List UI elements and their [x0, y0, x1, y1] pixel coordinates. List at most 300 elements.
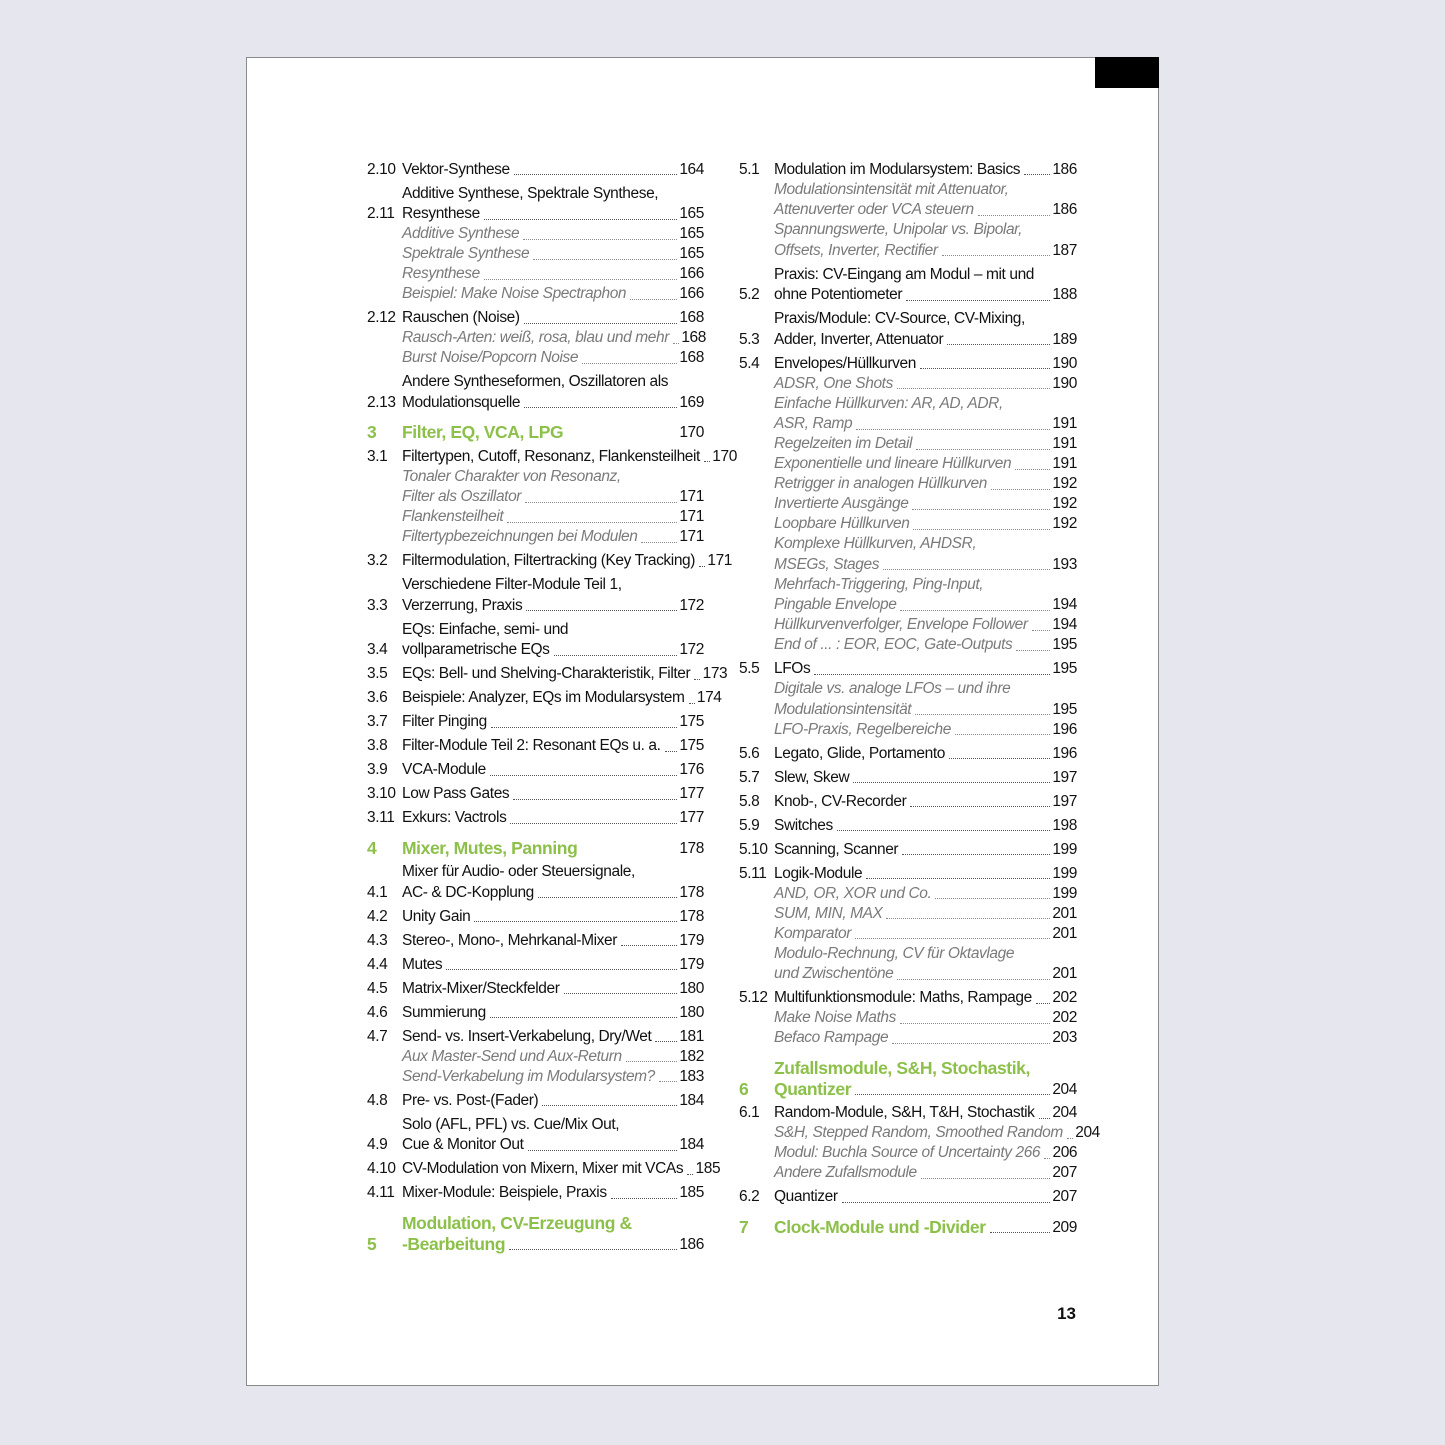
toc-title-text: Scanning, Scanner — [774, 840, 899, 858]
dot-leader — [528, 1150, 677, 1151]
toc-page-number: 203 — [1052, 1029, 1077, 1046]
toc-section-number: 5.8 — [739, 792, 760, 810]
dot-leader — [990, 1232, 1050, 1233]
dot-leader — [655, 1041, 677, 1042]
toc-page-number: 171 — [679, 488, 704, 505]
dot-leader — [814, 674, 1050, 675]
toc-subentry — [739, 494, 1077, 515]
toc-entry — [367, 931, 704, 952]
dot-leader — [1032, 630, 1050, 631]
dot-leader — [915, 714, 1050, 715]
dot-leader — [665, 751, 677, 752]
toc-page-number: 201 — [1052, 965, 1077, 982]
toc-section-number: 4.5 — [367, 979, 388, 997]
toc-title-text: Mixer-Module: Beispiele, Praxis — [402, 1184, 607, 1201]
toc-title-text: Knob-, CV-Recorder — [774, 792, 907, 810]
dot-leader — [621, 945, 677, 946]
toc-section-number: 4.2 — [367, 907, 388, 925]
toc-title-text: Filter-Module Teil 2: Resonant EQs u. a. — [402, 737, 661, 754]
toc-entry — [367, 160, 704, 181]
toc-title-text: EQs: Einfache, semi- und — [402, 620, 569, 638]
toc-subentry — [367, 467, 704, 508]
toc-page-number: 195 — [1052, 660, 1077, 677]
dot-leader — [1067, 1138, 1073, 1139]
toc-title-text: AC- & DC-Kopplung — [402, 883, 534, 901]
toc-section-number: 5.4 — [739, 354, 760, 372]
toc-title-text: Befaco Rampage — [774, 1029, 889, 1046]
toc-title-text: Beispiele: Analyzer, EQs im Modularsystem — [402, 689, 685, 706]
toc-section-number: 3.6 — [367, 689, 388, 706]
toc-title-text: Filtertypen, Cutoff, Resonanz, Flankensteilheit — [402, 447, 700, 465]
toc-title-text: Filtermodulation, Filtertracking (Key Tracking) — [402, 552, 696, 569]
toc-title-text: LFO-Praxis, Regelbereiche — [774, 720, 951, 738]
toc-entry — [739, 160, 1077, 181]
toc-section-number: 6 — [739, 1078, 749, 1099]
toc-section-number: 5.12 — [739, 989, 768, 1006]
toc-page-number: 165 — [679, 225, 704, 242]
toc-page-number: 175 — [679, 737, 704, 754]
toc-title-text: Cue & Monitor Out — [402, 1136, 524, 1153]
toc-entry — [367, 372, 704, 413]
dot-leader — [916, 449, 1050, 450]
toc-chapter — [739, 1058, 1077, 1100]
dot-leader — [525, 502, 677, 503]
toc-title-text: ohne Potentiometer — [774, 286, 903, 303]
toc-page-number: 185 — [695, 1160, 721, 1177]
toc-section-number: 3.4 — [367, 641, 388, 658]
dot-leader — [542, 1105, 677, 1106]
dot-leader — [484, 279, 677, 280]
toc-page-number: 199 — [1052, 884, 1077, 902]
toc-entry — [367, 712, 704, 733]
toc-entry — [367, 184, 704, 225]
toc-section-number: 3.2 — [367, 552, 388, 569]
toc-section-number: 5.9 — [739, 816, 760, 834]
toc-title-text: Modulationsintensität mit Attenuator, — [774, 180, 1009, 198]
toc-page-number: 197 — [1052, 792, 1077, 810]
toc-title-text: Filter, EQ, VCA, LPG — [402, 422, 564, 442]
toc-page-number: 170 — [712, 447, 737, 465]
toc-page-number: 191 — [1052, 435, 1077, 452]
toc-entry — [739, 265, 1077, 306]
toc-page-number: 172 — [679, 641, 704, 658]
toc-entry — [739, 659, 1077, 680]
toc-page-number: 186 — [679, 1235, 704, 1253]
toc-subentry — [739, 924, 1077, 945]
toc-title-text: Zufallsmodule, S&H, Stochastik, — [774, 1057, 1030, 1078]
toc-title-text: Filter als Oszillator — [402, 488, 522, 505]
toc-title-text: Offsets, Inverter, Rectifier — [774, 241, 938, 259]
toc-title-text: Exkurs: Vactrols — [402, 809, 507, 826]
toc-title-text: Resynthese — [402, 205, 480, 222]
toc-section-number: 5.6 — [739, 744, 760, 762]
toc-title-text: und Zwischentöne — [774, 965, 894, 982]
page-number: 13 — [1057, 1304, 1076, 1323]
toc-page-number: 196 — [1052, 744, 1077, 762]
toc-title-text: Digitale vs. analoge LFOs – und ihre — [774, 680, 1011, 697]
toc-title-text: Modulationsintensität — [774, 700, 912, 718]
dot-leader — [866, 878, 1050, 879]
toc-section-number: 2.11 — [367, 205, 395, 222]
toc-page-number: 184 — [679, 1136, 704, 1153]
dot-leader — [626, 1061, 677, 1062]
toc-section-number: 5 — [367, 1233, 377, 1254]
toc-title-text: Mutes — [402, 955, 443, 973]
toc-section-number: 3.8 — [367, 737, 388, 754]
toc-title-text: Modulation, CV-Erzeugung & — [402, 1212, 632, 1233]
dot-leader — [955, 734, 1050, 735]
toc-page-number: 177 — [679, 809, 704, 826]
toc-page-number: 184 — [679, 1091, 704, 1109]
toc-title-text: Spannungswerte, Unipolar vs. Bipolar, — [774, 221, 1022, 238]
toc-subentry — [739, 220, 1077, 261]
toc-entry — [367, 1027, 704, 1048]
dot-leader — [910, 806, 1050, 807]
toc-title-text: Unity Gain — [402, 907, 471, 925]
dot-leader — [611, 1198, 677, 1199]
toc-page-number: 189 — [1052, 330, 1077, 348]
toc-section-number: 4.1 — [367, 883, 388, 901]
dot-leader — [837, 830, 1050, 831]
dot-leader — [474, 921, 677, 922]
dot-leader — [942, 255, 1050, 256]
toc-title-text: Verzerrung, Praxis — [402, 596, 523, 614]
toc-page-number: 199 — [1052, 864, 1077, 882]
dot-leader — [855, 1094, 1050, 1095]
dot-leader — [564, 993, 678, 994]
toc-page-number: 186 — [1052, 201, 1077, 218]
toc-title-text: Einfache Hüllkurven: AR, AD, ADR, — [774, 394, 1003, 412]
toc-entry — [367, 760, 704, 781]
toc-section-number: 3.3 — [367, 596, 388, 614]
toc-section-number: 4.9 — [367, 1136, 388, 1153]
toc-title-text: Filter Pinging — [402, 713, 487, 730]
toc-title-text: Attenuverter oder VCA steuern — [774, 201, 974, 218]
toc-title-text: ADSR, One Shots — [774, 374, 893, 392]
toc-subentry — [367, 348, 704, 369]
toc-title-text: Modul: Buchla Source of Uncertainty 266 — [774, 1144, 1041, 1161]
dot-leader — [947, 344, 1050, 345]
dot-leader — [912, 509, 1050, 510]
toc-title-text: Invertierte Ausgänge — [774, 495, 909, 512]
toc-title-text: Komplexe Hüllkurven, AHDSR, — [774, 535, 977, 552]
toc-page-number: 171 — [679, 528, 704, 545]
toc-entry — [739, 840, 1077, 861]
toc-entry — [367, 447, 737, 468]
toc-page-number: 186 — [1052, 160, 1077, 178]
dot-leader — [533, 259, 677, 260]
toc-title-text: ASR, Ramp — [774, 415, 853, 432]
toc-title-text: Aux Master-Send und Aux-Return — [402, 1047, 622, 1065]
toc-subentry — [739, 904, 1077, 925]
toc-title-text: Matrix-Mixer/Steckfelder — [402, 979, 560, 997]
toc-subentry — [739, 635, 1077, 656]
toc-section-number: 3.10 — [367, 785, 396, 802]
toc-page-number: 170 — [679, 424, 704, 441]
toc-title-text: Beispiel: Make Noise Spectraphon — [402, 285, 627, 302]
toc-entry — [367, 979, 704, 1000]
dot-leader — [523, 239, 677, 240]
toc-page-number: 174 — [696, 689, 722, 706]
toc-page-number: 192 — [1052, 495, 1077, 512]
toc-title-text: Rausch-Arten: weiß, rosa, blau und mehr — [402, 329, 669, 346]
toc-title-text: Modulo-Rechnung, CV für Oktavlage — [774, 944, 1015, 962]
toc-section-number: 4.10 — [367, 1160, 396, 1177]
toc-entry — [367, 955, 704, 976]
dot-leader — [935, 898, 1050, 899]
toc-subentry — [367, 1067, 704, 1088]
dot-leader — [704, 461, 710, 462]
toc-subentry — [739, 679, 1077, 720]
toc-entry — [367, 784, 704, 805]
toc-section-number: 3.1 — [367, 447, 388, 465]
dot-leader — [856, 429, 1050, 430]
dot-leader — [886, 918, 1050, 919]
toc-entry — [739, 792, 1077, 813]
dot-leader — [921, 1178, 1050, 1179]
dot-leader — [855, 938, 1050, 939]
dot-leader — [920, 368, 1050, 369]
dot-leader — [446, 969, 677, 970]
toc-section-number: 4 — [367, 837, 377, 858]
toc-title-text: Verschiedene Filter-Module Teil 1, — [402, 576, 622, 593]
dot-leader — [514, 174, 677, 175]
dot-leader — [1036, 1003, 1050, 1004]
toc-page-number: 164 — [679, 160, 704, 178]
toc-entry — [367, 736, 704, 757]
toc-title-text: Modulation im Modularsystem: Basics — [774, 160, 1021, 178]
toc-entry — [739, 309, 1077, 350]
toc-title-text: Regelzeiten im Detail — [774, 435, 913, 452]
toc-entry — [367, 308, 704, 329]
toc-title-text: Tonaler Charakter von Resonanz, — [402, 467, 621, 485]
toc-title-text: Praxis/Module: CV-Source, CV-Mixing, — [774, 310, 1025, 327]
toc-page-number: 194 — [1052, 616, 1077, 633]
dot-leader — [699, 566, 705, 567]
toc-title-text: Solo (AFL, PFL) vs. Cue/Mix Out, — [402, 1115, 620, 1133]
toc-section-number: 5.3 — [739, 330, 760, 348]
toc-page-number: 202 — [1052, 1009, 1077, 1026]
dot-leader — [510, 823, 677, 824]
toc-subentry — [739, 434, 1077, 455]
dot-leader — [1015, 469, 1050, 470]
toc-title-text: Resynthese — [402, 265, 480, 282]
toc-title-text: Andere Syntheseformen, Oszillatoren als — [402, 373, 669, 390]
toc-title-text: Retrigger in analogen Hüllkurven — [774, 475, 987, 492]
toc-title-text: Additive Synthese — [402, 225, 520, 242]
toc-title-text: Andere Zufallsmodule — [774, 1164, 917, 1181]
toc-right-column — [739, 156, 1100, 1238]
toc-page-number: 177 — [679, 785, 704, 802]
dot-leader — [513, 799, 677, 800]
toc-title-text: -Bearbeitung — [402, 1233, 506, 1254]
dot-leader — [1024, 174, 1050, 175]
dot-leader — [883, 569, 1050, 570]
toc-subentry — [367, 527, 704, 548]
toc-subentry — [367, 507, 704, 528]
toc-subentry — [739, 615, 1077, 636]
toc-page-number: 201 — [1052, 904, 1077, 922]
toc-page-number: 204 — [1052, 1080, 1077, 1098]
dot-leader — [900, 1023, 1050, 1024]
toc-subentry — [739, 374, 1077, 395]
toc-subentry — [739, 454, 1077, 475]
toc-page-number: 206 — [1052, 1144, 1078, 1161]
toc-page-number: 168 — [681, 329, 706, 346]
toc-section-number: 3.5 — [367, 665, 388, 682]
toc-section-number: 4.8 — [367, 1091, 388, 1109]
toc-subentry — [367, 264, 704, 285]
dot-leader — [902, 854, 1050, 855]
toc-entry — [367, 1159, 721, 1180]
dot-leader — [509, 1249, 677, 1250]
toc-title-text: Flankensteilheit — [402, 508, 504, 525]
dot-leader — [526, 610, 677, 611]
toc-section-number: 2.12 — [367, 309, 396, 326]
toc-section-number: 5.11 — [739, 864, 767, 882]
toc-section-number: 2.13 — [367, 393, 396, 411]
toc-page-number: 202 — [1052, 989, 1077, 1006]
toc-page-number: 204 — [1075, 1124, 1100, 1141]
toc-page-number: 191 — [1052, 455, 1077, 472]
toc-title-text: Mixer, Mutes, Panning — [402, 837, 578, 858]
toc-page-number: 169 — [679, 393, 704, 411]
toc-section-number: 3.9 — [367, 761, 388, 778]
toc-entry — [367, 1115, 704, 1156]
toc-page-number: 172 — [679, 596, 704, 614]
toc-title-text: Spektrale Synthese — [402, 245, 530, 262]
toc-entry — [367, 664, 728, 685]
dot-leader — [673, 343, 679, 344]
toc-chapter — [367, 422, 704, 443]
toc-title-text: EQs: Bell- und Shelving-Charakteristik, Filter — [402, 665, 691, 682]
toc-subentry — [367, 224, 704, 245]
toc-page-number: 201 — [1052, 924, 1077, 942]
toc-title-text: Send-Verkabelung im Modularsystem? — [402, 1067, 655, 1085]
toc-page-number: 190 — [1052, 354, 1077, 372]
toc-chapter — [739, 1217, 1077, 1238]
toc-page-number: 207 — [1052, 1188, 1077, 1205]
toc-subentry — [739, 1028, 1077, 1049]
toc-title-text: Additive Synthese, Spektrale Synthese, — [402, 184, 659, 202]
toc-title-text: Make Noise Maths — [774, 1009, 896, 1026]
dot-leader — [554, 655, 677, 656]
toc-section-number: 4.7 — [367, 1027, 388, 1045]
toc-subentry — [739, 1143, 1077, 1164]
dot-leader — [490, 1017, 677, 1018]
toc-section-number: 3.7 — [367, 713, 388, 730]
toc-entry — [739, 816, 1077, 837]
dot-leader — [524, 407, 677, 408]
toc-subentry — [739, 394, 1077, 435]
dot-leader — [842, 1202, 1050, 1203]
toc-section-number: 3.11 — [367, 809, 395, 826]
toc-title-text: Filtertypbezeichnungen bei Modulen — [402, 528, 638, 545]
toc-entry — [367, 862, 704, 903]
toc-title-text: Exponentielle und lineare Hüllkurven — [774, 455, 1012, 472]
toc-page-number: 168 — [679, 349, 704, 366]
toc-entry — [367, 1183, 704, 1204]
dot-leader — [689, 703, 695, 704]
toc-section-number: 4.6 — [367, 1003, 388, 1021]
toc-page-number: 209 — [1052, 1218, 1077, 1236]
toc-subentry — [739, 474, 1077, 495]
toc-section-number: 4.11 — [367, 1184, 395, 1201]
toc-chapter — [367, 838, 704, 859]
toc-page-number: 192 — [1052, 475, 1077, 492]
toc-title-text: Adder, Inverter, Attenuator — [774, 330, 944, 348]
toc-subentry — [367, 328, 704, 349]
toc-subentry — [739, 534, 1077, 575]
toc-title-text: Clock-Module und -Divider — [774, 1216, 986, 1237]
toc-entry — [739, 1103, 1077, 1124]
toc-title-text: Rauschen (Noise) — [402, 309, 520, 326]
dot-leader — [897, 388, 1050, 389]
dot-leader — [582, 363, 677, 364]
dot-leader — [853, 782, 1050, 783]
toc-title-text: MSEGs, Stages — [774, 555, 880, 573]
toc-title-text: Slew, Skew — [774, 768, 850, 786]
toc-title-text: Burst Noise/Popcorn Noise — [402, 349, 579, 366]
toc-entry — [367, 551, 733, 572]
toc-entry — [739, 744, 1077, 765]
toc-page-number: 175 — [679, 713, 704, 730]
toc-title-text: Multifunktionsmodule: Maths, Rampage — [774, 989, 1032, 1006]
toc-title-text: Summierung — [402, 1003, 486, 1021]
toc-title-text: SUM, MIN, MAX — [774, 904, 883, 922]
toc-entry — [367, 620, 704, 661]
toc-page-number: 199 — [1052, 840, 1077, 858]
toc-title-text: Quantizer — [774, 1188, 838, 1205]
toc-page-number: 190 — [1052, 374, 1077, 392]
toc-page-number: 183 — [679, 1067, 704, 1085]
toc-title-text: Loopbare Hüllkurven — [774, 515, 910, 532]
toc-subentry — [739, 1163, 1077, 1184]
toc-section-number: 6.1 — [739, 1104, 760, 1121]
toc-entry — [739, 354, 1077, 375]
toc-page-number: 191 — [1052, 415, 1077, 432]
toc-page-number: 207 — [1052, 1164, 1077, 1181]
toc-entry — [739, 1187, 1077, 1208]
toc-page-number: 165 — [679, 245, 704, 262]
dot-leader — [1016, 650, 1050, 651]
toc-section-number: 5.2 — [739, 286, 760, 303]
toc-subentry — [739, 575, 1077, 616]
toc-entry — [367, 1091, 704, 1112]
toc-title-text: Quantizer — [774, 1078, 852, 1099]
toc-title-text: S&H, Stepped Random, Smoothed Random — [774, 1124, 1063, 1141]
toc-subentry — [739, 884, 1077, 905]
toc-page-number: 193 — [1052, 555, 1077, 573]
toc-title-text: Praxis: CV-Eingang am Modul – mit und — [774, 265, 1035, 283]
toc-title-text: Stereo-, Mono-, Mehrkanal-Mixer — [402, 931, 618, 949]
dot-leader — [641, 542, 677, 543]
toc-page-number: 178 — [679, 883, 704, 901]
toc-section-number: 6.2 — [739, 1188, 760, 1205]
toc-entry — [367, 688, 722, 709]
toc-title-text: Legato, Glide, Portamento — [774, 744, 945, 762]
toc-subentry — [739, 1123, 1100, 1144]
toc-subentry — [739, 1008, 1077, 1029]
dot-leader — [1044, 1158, 1050, 1159]
toc-subentry — [367, 244, 704, 265]
toc-entry — [739, 864, 1077, 885]
dot-leader — [538, 897, 677, 898]
toc-page-number: 166 — [679, 265, 704, 282]
toc-title-text: vollparametrische EQs — [402, 641, 550, 658]
toc-page-number: 178 — [679, 907, 704, 925]
dot-leader — [978, 215, 1050, 216]
